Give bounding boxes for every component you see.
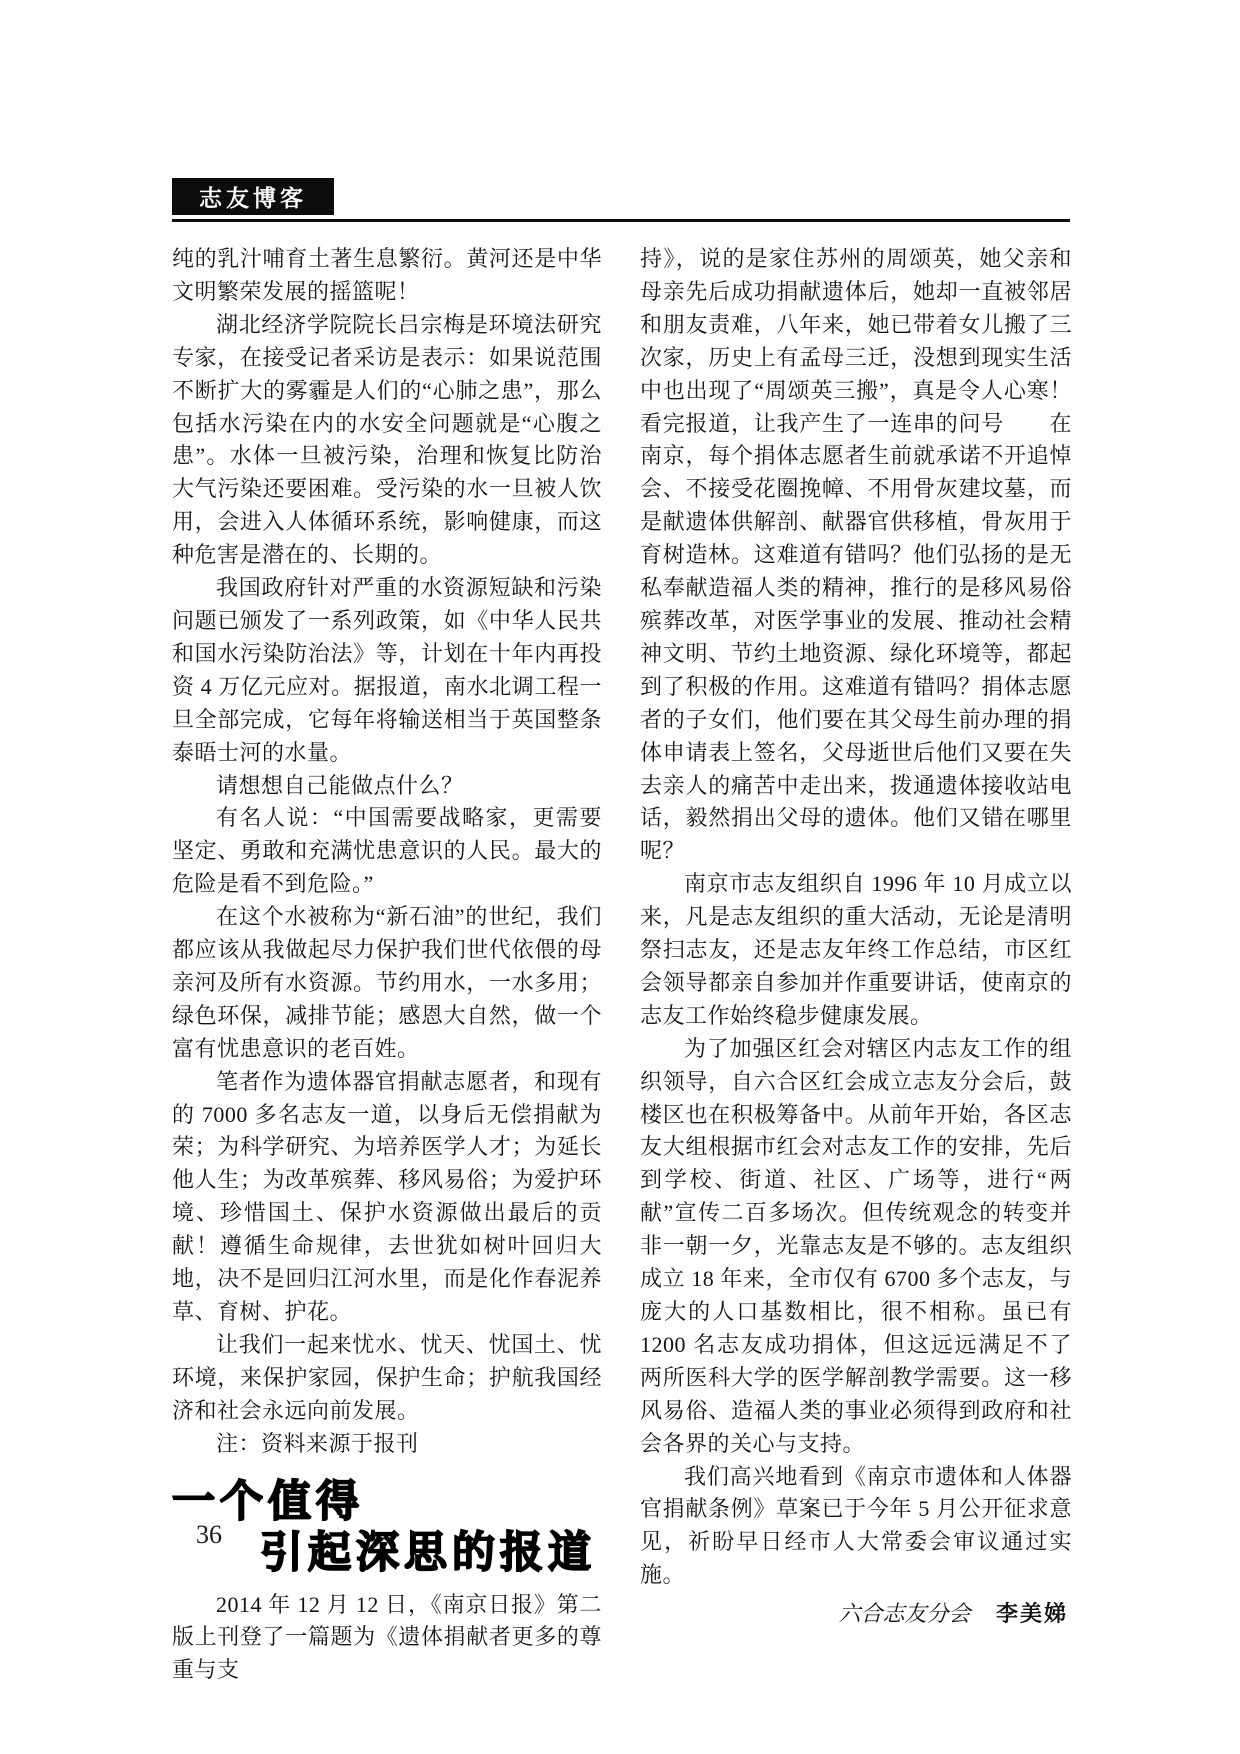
article2-intro-paragraph: 2014 年 12 月 12 日，《南京日报》第二版上刊登了一篇题为《遗体捐献者更多的尊重与支 bbox=[172, 1591, 602, 1683]
header-divider bbox=[172, 219, 1070, 222]
article2-body bbox=[640, 243, 1072, 1592]
paragraph: 湖北经济学院院长吕宗梅是环境法研究专家，在接受记者采访是表示：如果说范围不断扩大的雾霾是人们的“心肺之患”，那么包括水污染在内的水安全问题就是“心腹之患”。水体一旦被污染，治理和恢复比防治大气污染还要困难。受污染的水一旦被人饮用，会进入人体循环系统，影响健康，而这种危害是潜在的、长期的。 bbox=[172, 311, 602, 568]
right-column bbox=[640, 243, 1072, 1652]
paragraph: 让我们一起来忧水、忧天、忧国土、忧环境，来保护家园，保护生命；护航我国经济和社会永远向前发展。 bbox=[172, 1331, 602, 1423]
paragraph: 在这个水被称为“新石油”的世纪，我们都应该从我做起尽力保护我们世代依偎的母亲河及所有水资源。节约用水，一水多用；绿色环保，减排节能；感恩大自然，做一个富有忧患意识的老百姓。 bbox=[172, 904, 602, 1061]
paragraph: 为了加强区红会对辖区内志友工作的组织领导，自六合区红会成立志友分会后，鼓楼区也在积极筹备中。从前年开始，各区志友大组根据市红会对志友工作的安排，先后到学校、街道、社区、广场等，进行“两献”宣传二百多场次。但传统观念的转变并非一朝一夕，光靠志友是不够的。志友组织成立 18 年来，全市仅有 6700 多个志友，与庞大的人口基数相比，很不相称。虽已有 1200 名志友成功捐体，但这远远满足不了两所医科大学的医学解剖教学需要。这一移风易俗、造福人类的事业必须得到政府和社会各界的关心与支持。 bbox=[640, 1035, 1072, 1456]
paragraph: 注：资料来源于报刊 bbox=[216, 1430, 419, 1456]
paragraph: 纯的乳汁哺育土著生息繁衍。黄河还是中华文明繁荣发展的摇篮呢！ bbox=[172, 246, 602, 304]
paragraph: 我国政府针对严重的水资源短缺和污染问题已颁发了一系列政策，如《中华人民共和国水污染防治法》等，计划在十年内再投资 4 万亿元应对。据报道，南水北调工程一旦全部完成，它每年将输送相当于英国整条泰晤士河的水量。 bbox=[172, 575, 602, 765]
article2-title-line2: 引起深思的报道 bbox=[260, 1528, 596, 1577]
article2-title bbox=[172, 1477, 602, 1579]
article2-signature bbox=[640, 1597, 1072, 1630]
paragraph: 持》，说的是家住苏州的周颂英，她父亲和母亲先后成功捐献遗体后，她却一直被邻居和朋友责难，八年来，她已带着女儿搬了三次家，历史上有孟母三迁，没想到现实生活中也出现了“周颂英三搬”，真是令人心寒！看完报道，让我产生了一连串的问号 在南京，每个捐体志愿者生前就承诺不开追悼会、不接受花圈挽幛、不用骨灰建坟墓，而是献遗体供解剖、献器官供移植，骨灰用于育树造林。这难道有错吗？他们弘扬的是无私奉献造福人类的精神，推行的是移风易俗殡葬改革，对医学事业的发展、推动社会精神文明、节约土地资源、绿化环境等，都起到了积极的作用。这难道有错吗？捐体志愿者的子女们，他们要在其父母生前办理的捐体申请表上签名，父母逝世后他们又要在失去亲人的痛苦中走出来，拨通遗体接收站电话，毅然捐出父母的遗体。他们又错在哪里呢？ bbox=[640, 246, 1072, 864]
paragraph: 南京市志友组织自 1996 年 10 月成立以来，凡是志友组织的重大活动，无论是清明祭扫志友，还是志友年终工作总结，市区红会领导都亲自参加并作重要讲话，使南京的志友工作始终稳步健康发展。 bbox=[640, 871, 1072, 1028]
paragraph: 笔者作为遗体器官捐献志愿者，和现有的 7000 多名志友一道，以身后无偿捐献为荣；为科学研究、为培养医学人才；为延长他人生；为改革殡葬、移风易俗；为爱护环境、珍惜国土、保护水资源做出最后的贡献！遵循生命规律，去世犹如树叶回归大地，决不是回归江河水里，而是化作春泥养草、育树、护花。 bbox=[172, 1068, 602, 1324]
article2-title-line1: 一个值得 bbox=[172, 1477, 364, 1526]
paragraph: 请想想自己能做点什么？ bbox=[216, 772, 464, 798]
left-column bbox=[172, 243, 602, 1687]
page-number: 36 bbox=[196, 1520, 222, 1549]
signature-branch: 六合志友分会 bbox=[838, 1601, 971, 1627]
section-header-badge bbox=[172, 178, 334, 215]
section-header-label: 志友博客 bbox=[199, 185, 307, 211]
article1-body bbox=[172, 243, 602, 1461]
paragraph: 有名人说：“中国需要战略家，更需要坚定、勇敢和充满忧患意识的人民。最大的危险是看不到危险。” bbox=[172, 805, 602, 897]
paragraph: 我们高兴地看到《南京市遗体和人体器官捐献条例》草案已于今年 5 月公开征求意见，祈盼早日经市人大常委会审议通过实施。 bbox=[640, 1463, 1072, 1588]
signature-author: 李美娣 bbox=[995, 1601, 1068, 1627]
